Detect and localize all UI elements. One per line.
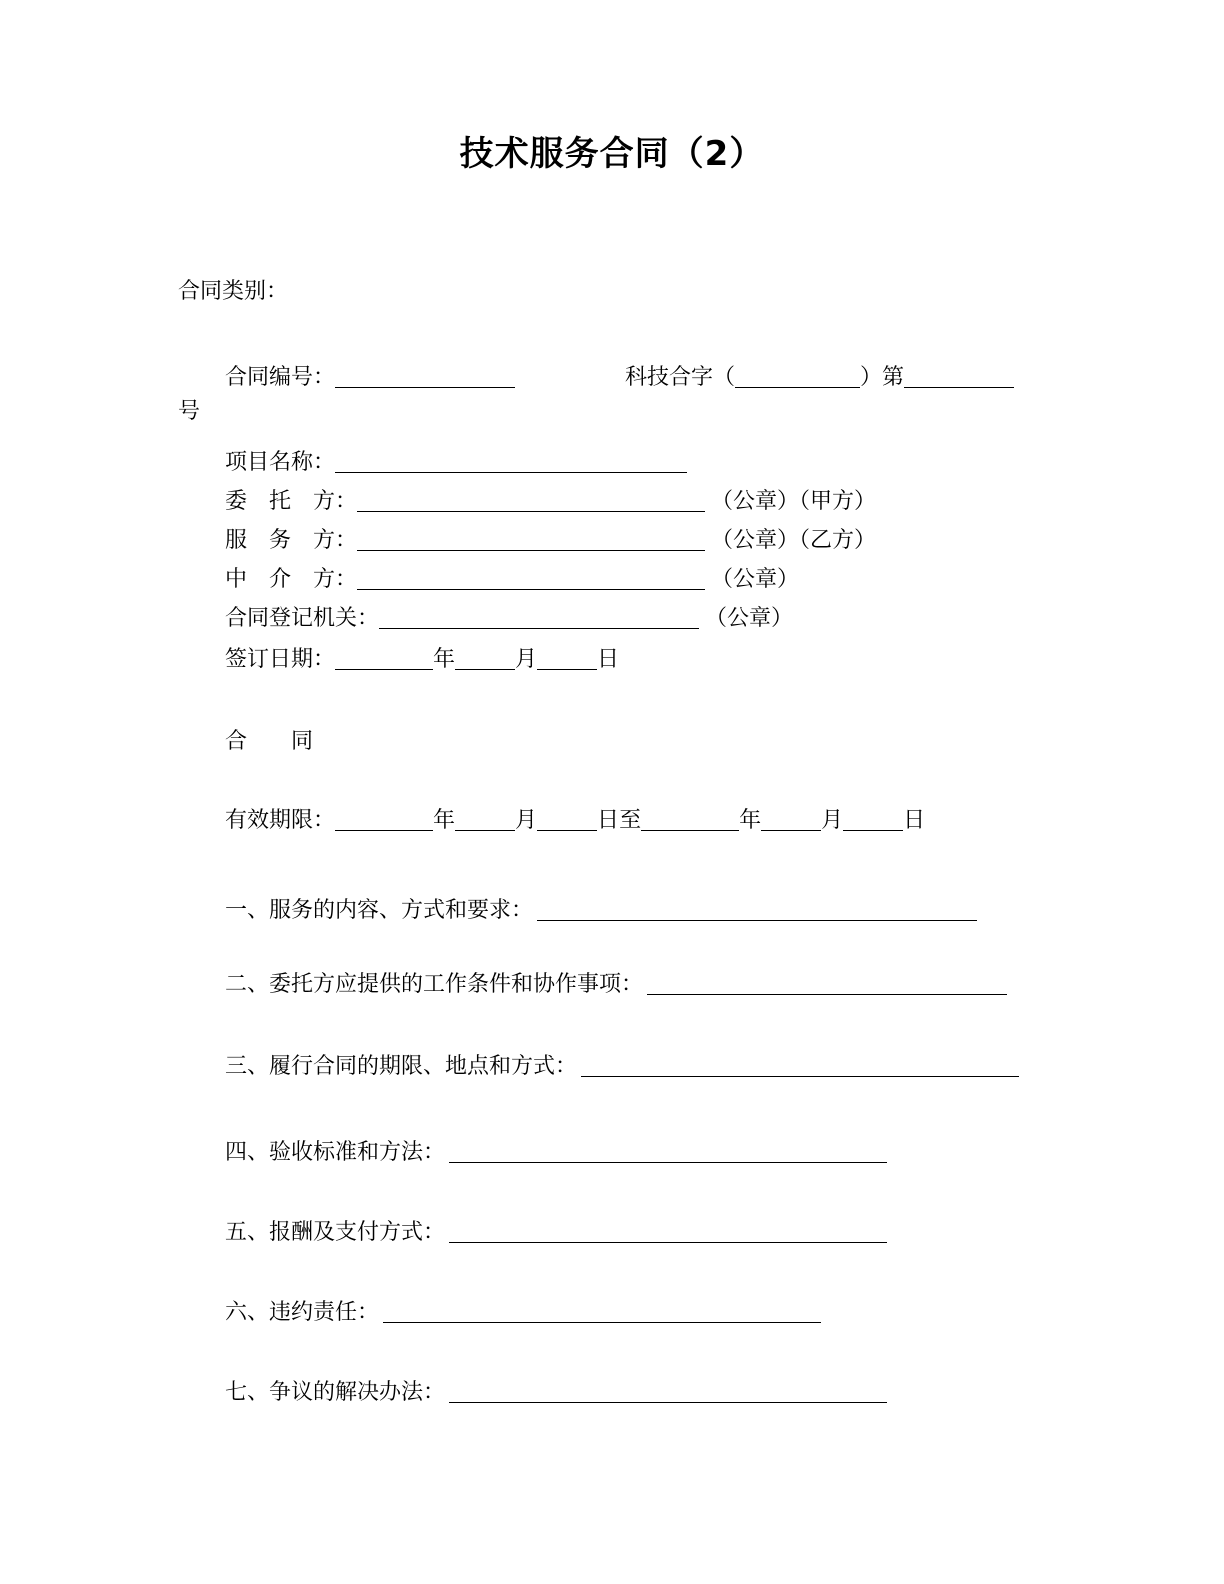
service-party-field (225, 526, 876, 556)
clause-blank-1[interactable] (537, 902, 977, 921)
clause-blank-7[interactable] (449, 1384, 887, 1403)
validity-end-day-char: 日 (903, 808, 926, 833)
clause-number-1: 一、 (225, 898, 270, 923)
contract-number-label: 合同编号： (225, 365, 336, 390)
entrusting-party-seal-mark: （公章） (711, 489, 800, 514)
clause-number-2: 二、 (225, 972, 270, 997)
service-party-seal-mark: （公章） (711, 528, 800, 553)
sci-tech-code-middle: ）第 (860, 365, 905, 390)
contract-number-blank[interactable] (335, 367, 515, 388)
clause-text-5: 报酬及支付方式： (269, 1220, 446, 1245)
project-name-field (225, 448, 687, 478)
clause-number-4: 四、 (225, 1140, 270, 1165)
validity-start-month-blank[interactable] (455, 810, 515, 831)
sign-date-month-char: 月 (515, 647, 538, 672)
service-party-label: 服 务 方： (225, 528, 358, 553)
sci-tech-code-blank[interactable] (735, 367, 860, 388)
validity-end-month-blank[interactable] (761, 810, 821, 831)
broker-party-seal-mark: （公章） (711, 567, 800, 592)
validity-to-char: 至 (619, 808, 642, 833)
sign-date-month-blank[interactable] (455, 649, 515, 670)
clause-item-6 (225, 1298, 821, 1328)
entrusting-party-label: 委 托 方： (225, 489, 358, 514)
entrusting-party-blank[interactable] (357, 491, 705, 512)
clause-text-2: 委托方应提供的工作条件和协作事项： (269, 972, 644, 997)
validity-period-field (225, 806, 925, 836)
contract-category-text: 合同类别： (178, 279, 289, 304)
validity-start-year-char: 年 (433, 808, 456, 833)
clause-item-7 (225, 1378, 887, 1408)
sci-tech-serial-blank[interactable] (904, 367, 1014, 388)
clause-text-3: 履行合同的期限、地点和方式： (269, 1054, 578, 1079)
service-party-blank[interactable] (357, 530, 705, 551)
broker-party-label: 中 介 方： (225, 567, 358, 592)
registry-authority-label: 合同登记机关： (225, 606, 380, 631)
contract-number-field (225, 363, 515, 393)
sci-tech-code-prefix: 科技合字（ (625, 365, 736, 390)
sci-tech-code-field (625, 363, 1014, 393)
clause-number-3: 三、 (225, 1054, 270, 1079)
project-name-blank[interactable] (335, 452, 687, 473)
clause-item-2 (225, 970, 1007, 1000)
party-b-mark: （乙方） (799, 528, 877, 553)
clause-number-5: 五、 (225, 1220, 270, 1245)
sci-tech-code-suffix: 号 (178, 399, 201, 424)
sign-date-year-blank[interactable] (335, 649, 433, 670)
validity-period-label: 有效期限： (225, 808, 336, 833)
broker-party-field (225, 565, 799, 595)
sign-date-year-char: 年 (433, 647, 456, 672)
validity-start-year-blank[interactable] (335, 810, 433, 831)
clause-text-1: 服务的内容、方式和要求： (269, 898, 534, 923)
registry-seal-mark: （公章） (705, 606, 794, 631)
validity-start-month-char: 月 (515, 808, 538, 833)
clause-blank-4[interactable] (449, 1144, 887, 1163)
clause-blank-2[interactable] (647, 976, 1007, 995)
party-a-mark: （甲方） (799, 489, 877, 514)
validity-end-month-char: 月 (821, 808, 844, 833)
project-name-label: 项目名称： (225, 450, 336, 475)
validity-end-day-blank[interactable] (843, 810, 903, 831)
sign-date-label: 签订日期： (225, 647, 336, 672)
clause-text-6: 违约责任： (269, 1300, 380, 1325)
validity-start-day-blank[interactable] (537, 810, 597, 831)
validity-end-year-char: 年 (739, 808, 762, 833)
clause-text-4: 验收标准和方法： (269, 1140, 446, 1165)
registry-authority-blank[interactable] (379, 608, 699, 629)
clause-item-1 (225, 896, 977, 926)
contract-category-label (178, 277, 288, 307)
clause-text-7: 争议的解决办法： (269, 1380, 446, 1405)
clause-item-4 (225, 1138, 887, 1168)
validity-start-day-char: 日 (597, 808, 620, 833)
sign-date-day-blank[interactable] (537, 649, 597, 670)
registry-authority-field (225, 604, 793, 634)
clause-blank-3[interactable] (581, 1058, 1019, 1077)
clause-number-7: 七、 (225, 1380, 270, 1405)
sign-date-day-char: 日 (597, 647, 620, 672)
contract-heading: 合 同 (225, 729, 314, 754)
broker-party-blank[interactable] (357, 569, 705, 590)
entrusting-party-field (225, 487, 876, 517)
clause-blank-6[interactable] (383, 1304, 821, 1323)
clause-blank-5[interactable] (449, 1224, 887, 1243)
validity-end-year-blank[interactable] (641, 810, 739, 831)
page-title: 技术服务合同（2） (459, 134, 765, 174)
clause-item-3 (225, 1052, 1019, 1082)
sign-date-field (225, 645, 619, 675)
clause-item-5 (225, 1218, 887, 1248)
clause-number-6: 六、 (225, 1300, 270, 1325)
